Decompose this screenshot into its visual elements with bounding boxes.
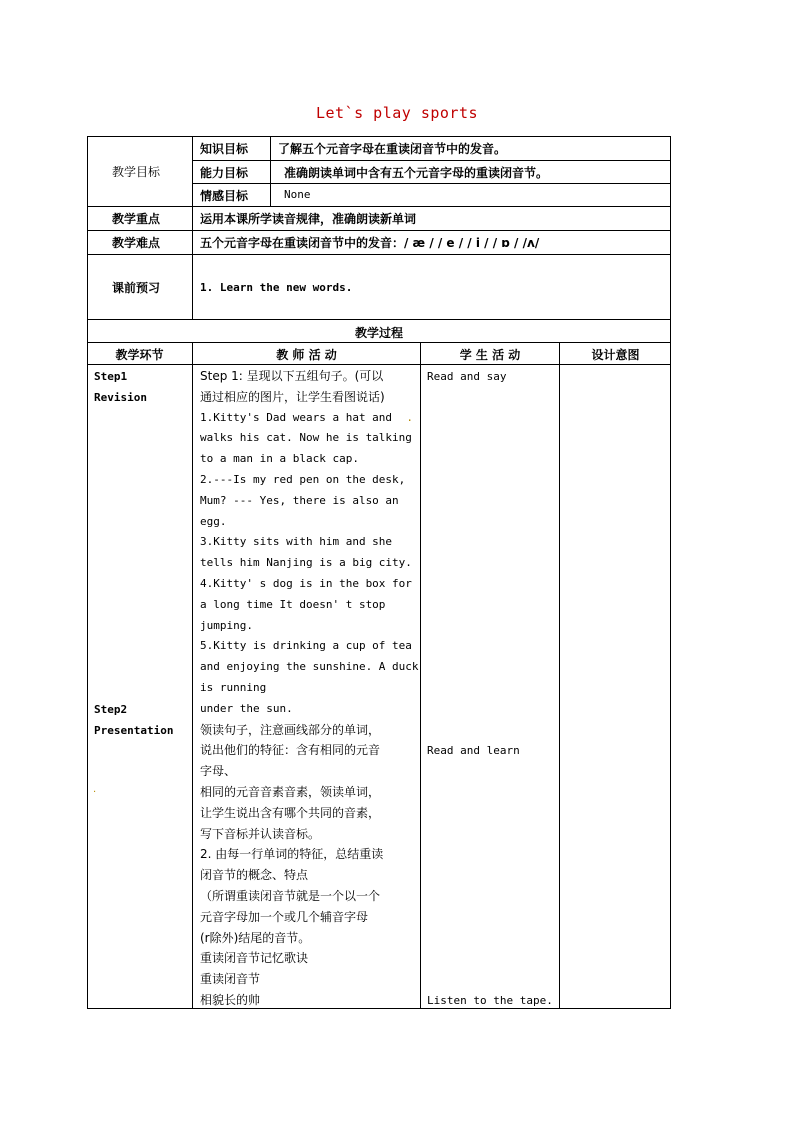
teacher-activities bbox=[200, 366, 419, 1011]
teacher-line: 1.Kitty's Dad wears a hat and . bbox=[200, 410, 413, 424]
step2-name: Presentation bbox=[94, 724, 174, 737]
objective-affective-value: None bbox=[284, 188, 311, 201]
column-header-teacher: 教 师 活 动 bbox=[276, 348, 337, 362]
teacher-line: 闭音节的概念、特点 bbox=[200, 868, 309, 883]
teacher-line: (r除外)结尾的音节。 bbox=[200, 930, 311, 945]
focus-label: 教学重点 bbox=[112, 212, 161, 226]
teacher-line: （所谓重读闭音节就是一个以一个 bbox=[200, 888, 381, 903]
preview-value: 1. Learn the new words. bbox=[200, 281, 353, 294]
objective-knowledge-value: 了解五个元音字母在重读闭音节中的发音。 bbox=[278, 142, 507, 156]
difficulty-value: 五个元音字母在重读闭音节中的发音：/ æ / / e / / i / / ɒ / /ʌ/ bbox=[200, 236, 540, 250]
difficulty-label: 教学难点 bbox=[112, 236, 161, 250]
teacher-line: 2. 由每一行单词的特征，总结重读 bbox=[200, 847, 384, 862]
objectives-label: 教学目标 bbox=[112, 165, 161, 179]
teacher-line: 5.Kitty is drinking a cup of tea bbox=[200, 639, 412, 653]
teacher-line: walks his cat. Now he is talking bbox=[200, 431, 412, 445]
teacher-line: a long time It doesn' t stop bbox=[200, 597, 386, 611]
margin-mark: · bbox=[93, 787, 97, 798]
teacher-line: 重读闭音节记忆歌诀 bbox=[200, 951, 309, 966]
teacher-line: tells him Nanjing is a big city. bbox=[200, 556, 412, 570]
teacher-line: 字母、 bbox=[200, 764, 237, 779]
teacher-line: 领读句子，注意画线部分的单词， bbox=[200, 722, 381, 737]
step1-label: Step1 bbox=[94, 370, 128, 383]
student-activity-listen: Listen to the tape. bbox=[427, 994, 553, 1007]
objective-affective-label: 情感目标 bbox=[200, 189, 249, 203]
step2-label: Step2 bbox=[94, 703, 128, 716]
teacher-line: egg. bbox=[200, 514, 227, 528]
teacher-line: 说出他们的特征：含有相同的元音 bbox=[200, 743, 381, 758]
teacher-line: 2.---Is my red pen on the desk, bbox=[200, 472, 406, 486]
column-header-stage: 教学环节 bbox=[115, 348, 164, 362]
student-activity-read-say: Read and say bbox=[427, 370, 507, 383]
teacher-line: 通过相应的图片，让学生看图说话) bbox=[200, 389, 385, 404]
teacher-line: 相貌长的帅 bbox=[200, 992, 261, 1007]
teacher-line: 元音字母加一个或几个辅音字母 bbox=[200, 909, 369, 924]
step1-name: Revision bbox=[94, 391, 147, 404]
document-title: Let`s play sports bbox=[315, 104, 479, 122]
column-header-student: 学 生 活 动 bbox=[459, 348, 521, 362]
teacher-line: 重读闭音节 bbox=[200, 972, 261, 987]
objective-ability-label: 能力目标 bbox=[200, 166, 249, 180]
teacher-line: Step 1: 呈现以下五组句子。(可以 bbox=[200, 369, 384, 383]
student-activity-read-learn: Read and learn bbox=[427, 744, 520, 757]
preview-label: 课前预习 bbox=[112, 281, 161, 295]
focus-value: 运用本课所学读音规律，准确朗读新单词 bbox=[200, 212, 417, 226]
teacher-line: is running bbox=[200, 680, 267, 694]
teacher-line: 4.Kitty' s dog is in the box for bbox=[200, 576, 412, 590]
teacher-line: jumping. bbox=[200, 618, 253, 632]
process-heading: 教学过程 bbox=[354, 326, 403, 340]
teacher-line: 让学生说出含有哪个共同的音素， bbox=[200, 805, 381, 820]
teacher-line: Mum? --- Yes, there is also an bbox=[200, 493, 399, 507]
objective-knowledge-label: 知识目标 bbox=[200, 142, 249, 156]
objective-ability-value: 准确朗读单词中含有五个元音字母的重读闭音节。 bbox=[284, 166, 549, 180]
teacher-line: 相同的元音音素音素，领读单词， bbox=[200, 784, 381, 799]
teacher-line: under the sun. bbox=[200, 701, 293, 715]
teacher-line: and enjoying the sunshine. A duck bbox=[200, 660, 419, 674]
column-header-intent: 设计意图 bbox=[591, 348, 640, 362]
teacher-line: 写下音标并认读音标。 bbox=[200, 826, 321, 841]
teacher-line: to a man in a black cap. bbox=[200, 452, 359, 466]
teacher-line: 3.Kitty sits with him and she bbox=[200, 535, 393, 549]
